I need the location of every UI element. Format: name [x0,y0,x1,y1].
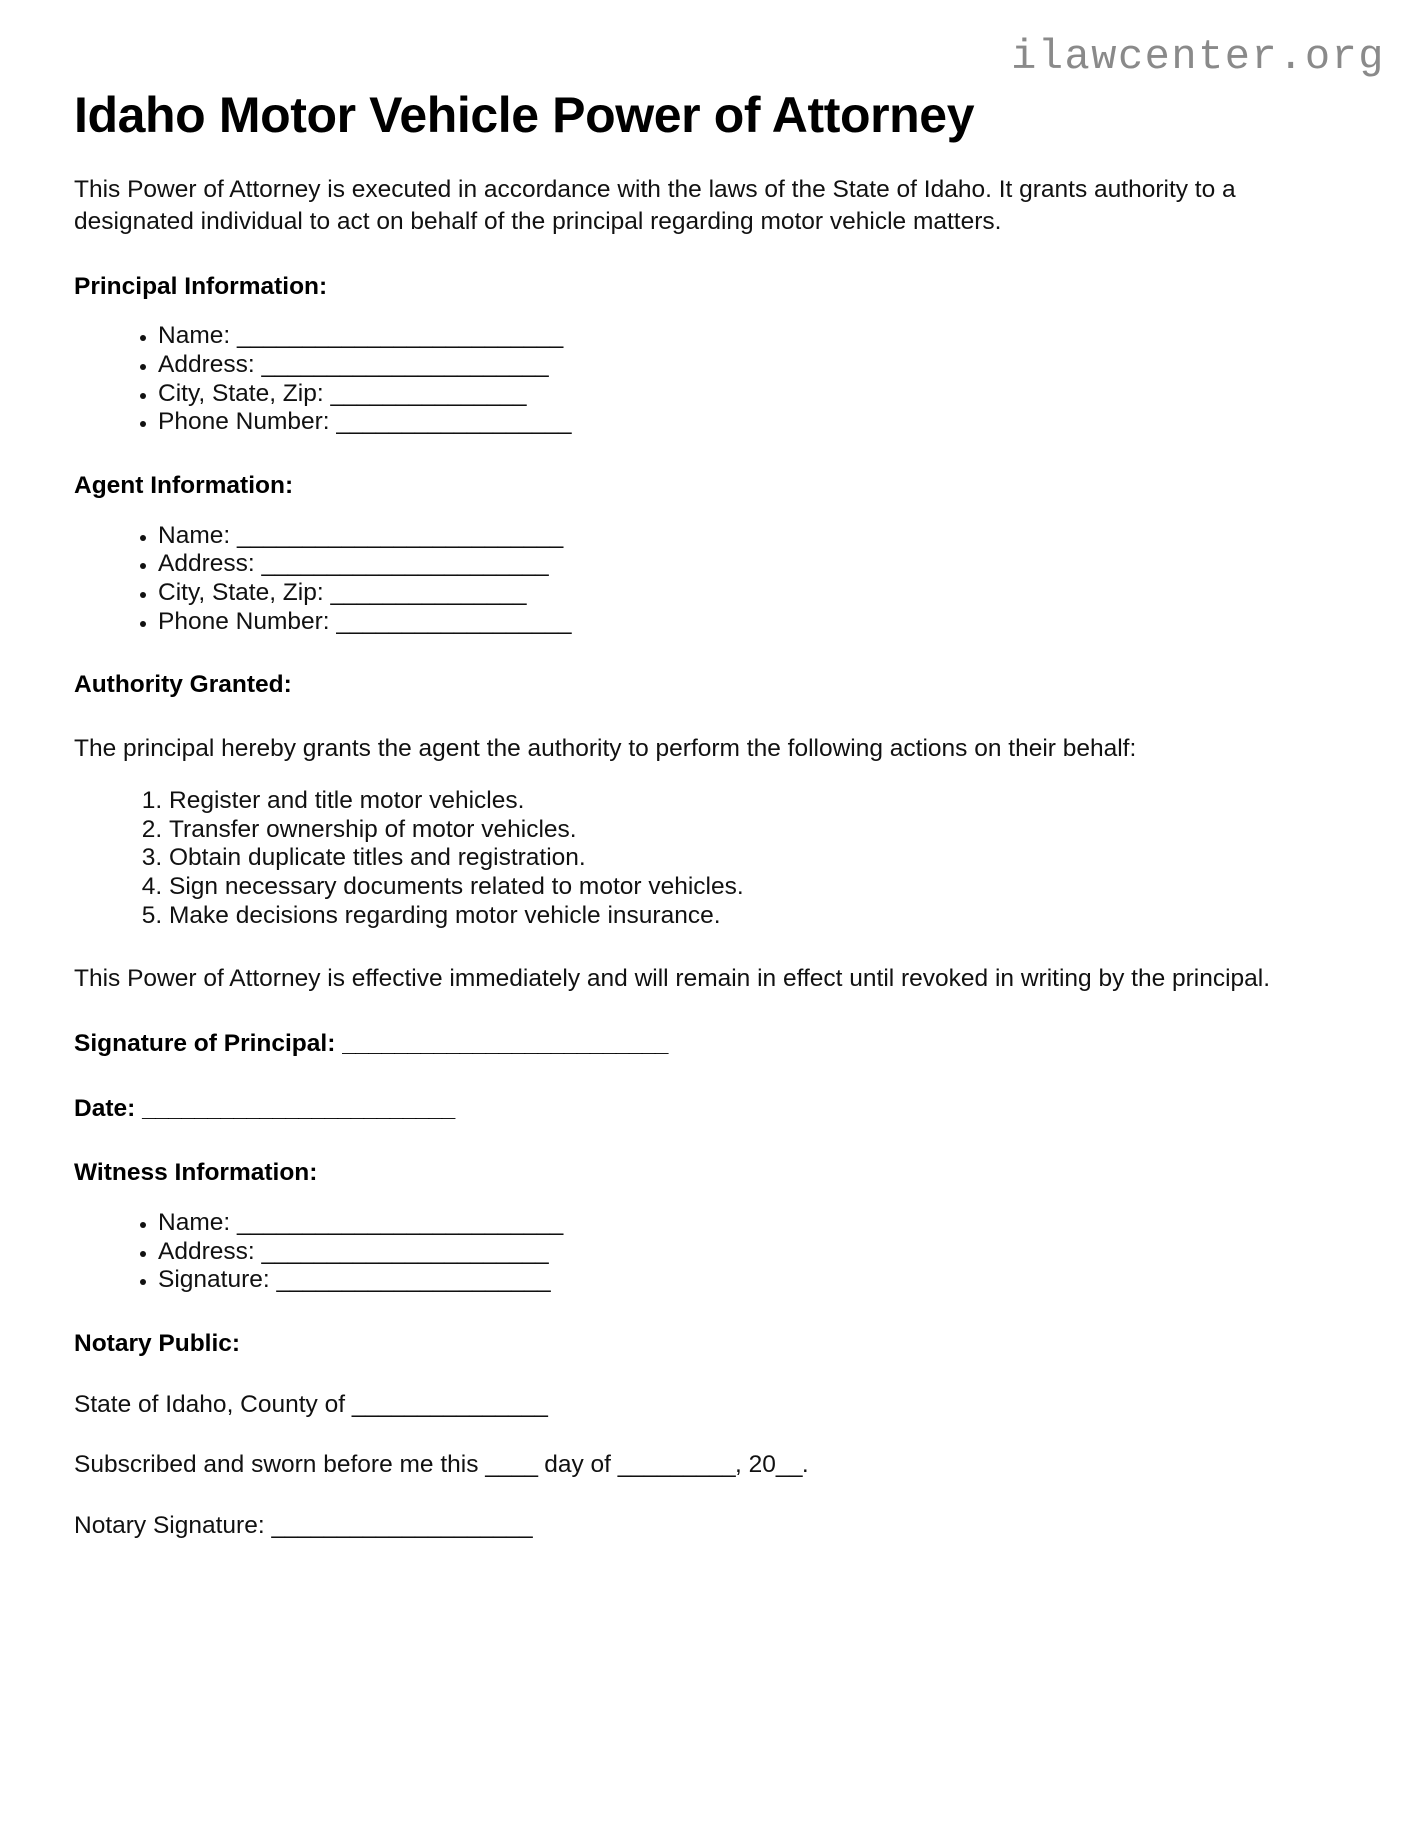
sworn-text-part-3: , 20 [734,1451,776,1479]
notary-signature-line [74,1481,1301,1542]
list-item [158,408,1301,437]
sworn-month-blank[interactable]: _________ [617,1451,735,1479]
list-item [158,1238,1301,1267]
witness-information-heading: Witness Information: [74,1159,318,1187]
notary-signature-blank[interactable]: ____________________ [271,1511,532,1539]
notary-state-county-label: State of Idaho, County of [74,1390,352,1418]
sworn-year-blank[interactable]: __ [775,1451,802,1479]
page-title: Idaho Motor Vehicle Power of Attorney [74,87,975,143]
list-item [158,608,1301,637]
field-blank[interactable]: _________________________ [236,1208,563,1236]
list-item: 3. Obtain duplicate titles and registration. [169,844,1301,873]
field-label: Signature: [158,1266,270,1294]
principal-signature-label: Signature of Principal: [74,1030,336,1058]
notary-county-blank[interactable]: _______________ [351,1390,548,1418]
list-item [158,522,1301,551]
field-label: City, State, Zip: [158,379,324,407]
list-item: 4. Sign necessary documents related to motor vehicles. [169,873,1301,902]
field-blank[interactable]: __________________ [336,408,571,436]
list-item [158,550,1301,579]
field-label: Name: [158,1208,231,1236]
authority-lead-paragraph: The principal hereby grants the agent the authority to perform the following actions on their behalf: [74,734,1137,762]
agent-information-heading: Agent Information: [74,471,294,499]
field-label: Address: [158,350,255,378]
authority-granted-heading: Authority Granted: [74,671,292,699]
field-label: Phone Number: [158,408,330,436]
sworn-text-part-4: . [801,1451,809,1479]
date-line [74,1060,1301,1125]
list-item [158,322,1301,351]
sworn-day-blank[interactable]: ____ [485,1451,538,1479]
field-label: Address: [158,550,255,578]
field-label: Phone Number: [158,607,330,635]
witness-field-list [74,1189,1301,1295]
principal-field-list [74,302,1301,437]
field-label: City, State, Zip: [158,578,324,606]
list-item [158,1266,1301,1295]
sworn-text-part-2: day of [537,1451,618,1479]
agent-field-list [74,502,1301,637]
notary-public-heading: Notary Public: [74,1329,241,1357]
list-item [158,1209,1301,1238]
field-blank[interactable]: _____________________ [276,1266,551,1294]
field-label: Name: [158,521,231,549]
authority-action-list [74,765,1301,932]
field-blank[interactable]: ______________________ [261,550,549,578]
principal-signature-blank[interactable]: _________________________ [342,1030,668,1058]
field-blank[interactable]: ______________________ [261,350,549,378]
notary-signature-label: Notary Signature: [74,1511,272,1539]
field-blank[interactable]: ______________________ [261,1237,549,1265]
list-item: 5. Make decisions regarding motor vehicle insurance. [169,902,1301,931]
list-item [158,579,1301,608]
effective-paragraph: This Power of Attorney is effective immediately and will remain in effect until revoked in writing by the principal. [74,965,1271,993]
field-blank[interactable]: _______________ [330,379,526,407]
notary-sworn-line [74,1420,1301,1481]
field-blank[interactable]: _________________________ [236,322,563,350]
list-item [158,351,1301,380]
notary-state-county-line [74,1360,1301,1421]
list-item: 1. Register and title motor vehicles. [169,787,1301,816]
field-blank[interactable]: _______________ [330,578,526,606]
sworn-text-part-1: Subscribed and sworn before me this [74,1451,486,1479]
field-blank[interactable]: __________________ [336,607,571,635]
list-item: 2. Transfer ownership of motor vehicles. [169,816,1301,845]
site-watermark: ilawcenter.org [1011,33,1385,81]
principal-signature-line [74,995,1301,1060]
list-item [158,380,1301,409]
field-label: Name: [158,322,231,350]
date-blank[interactable]: ________________________ [142,1094,455,1122]
intro-paragraph: This Power of Attorney is executed in accordance with the laws of the State of Idaho. It grants authority to a designated individual to act on behalf of the principal regarding motor vehicle matters. [74,176,1236,235]
date-label: Date: [74,1094,136,1122]
field-blank[interactable]: _________________________ [236,521,563,549]
principal-information-heading: Principal Information: [74,272,328,300]
field-label: Address: [158,1237,255,1265]
